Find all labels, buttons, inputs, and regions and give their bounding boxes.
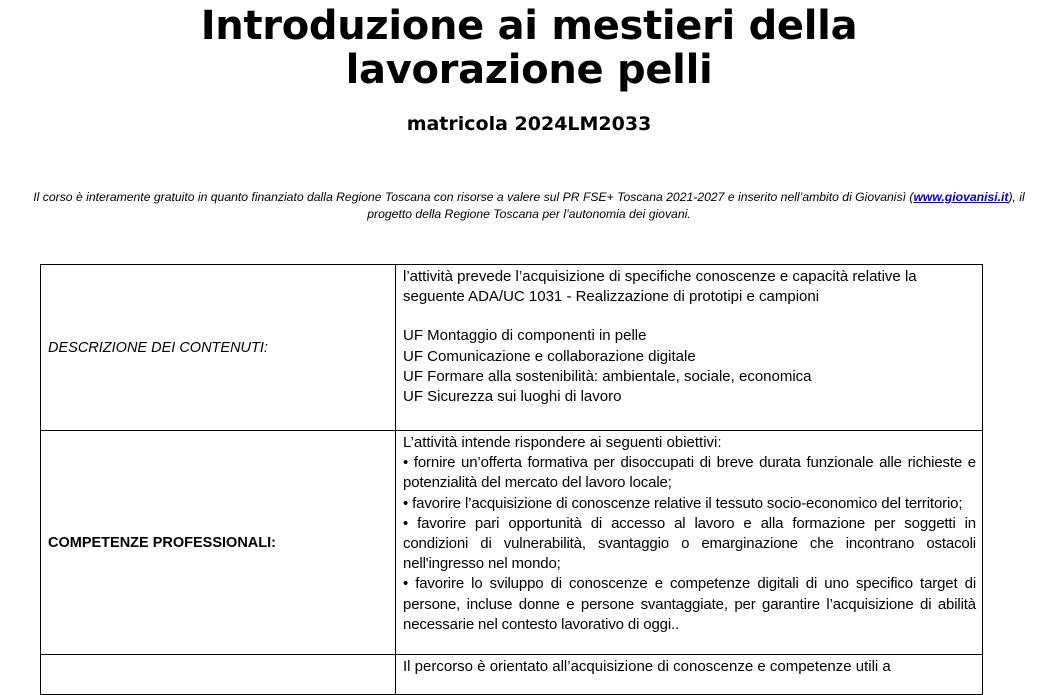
competences-intro: L’attività intende rispondere ai seguenti obiettivi: [403,434,722,451]
giovanisi-link[interactable]: www.giovanisi.it [913,190,1009,204]
objective-item: • favorire l’acquisizione di conoscenze relative il tessuto socio-economico del territorio; [403,494,963,512]
course-info-table [40,264,983,695]
table-row-competences [41,431,983,655]
competences-cell [396,431,983,655]
uf-prefix: UF [403,327,423,345]
document-title [0,4,1058,92]
title-line-1: Introduzione ai mestieri della [200,3,858,49]
uf-name: Comunicazione e collaborazione digitale [427,347,696,365]
uf-prefix: UF [403,367,423,385]
description-label: DESCRIZIONE DEI CONTENUTI: [41,265,396,431]
objective-item: • favorire lo sviluppo di conoscenze e competenze digitali di uno specifico target di persone, incluse donne e persone svantaggiate, per garantire l’acquisizione di abilità necessarie nel contesto lavorativo di oggi.. [403,575,976,633]
description-intro: l’attività prevede l’acquisizione di specifiche conoscenze e capacità relative la seguente ADA/UC 1031 - Realizzazione di prototipi e campioni [403,268,917,306]
uf-prefix: UF [403,347,423,365]
uf-item [403,387,976,407]
title-line-2: lavorazione pelli [345,47,713,93]
objective-item: • fornire un’offerta formativa per disoccupati di breve durata funzionale alle richieste e potenzialità del mercato del lavoro locale; [403,454,976,492]
table-row-description [41,265,983,431]
matricola-code: matricola 2024LM2033 [406,113,652,135]
funding-note [30,189,1028,223]
objective-item: • favorire pari opportunità di accesso al lavoro e alla formazione per soggetti in condizioni di vulnerabilità, svantaggio o emarginazione che incontrano ostacoli nell'ingresso nel mondo; [403,514,976,573]
uf-name: Formare alla sostenibilità: ambientale, sociale, economica [427,367,812,385]
uf-item [403,326,976,346]
competences-label: COMPETENZE PROFESSIONALI: [41,431,396,655]
path-text: Il percorso è orientato all’acquisizione di conoscenze e competenze utili a [403,658,891,675]
uf-item [403,347,976,367]
funding-text-after: ), il progetto della Regione Toscana per l’autonomia dei giovani. [367,190,1025,221]
uf-item [403,367,976,387]
funding-text-before: Il corso è interamente gratuito in quanto finanziato dalla Regione Toscana con risorse a valere sul PR FSE+ Toscana 2021-2027 e inserito nell’ambito di Giovanisì ( [33,190,914,204]
uf-prefix: UF [403,388,423,406]
uf-name: Sicurezza sui luoghi di lavoro [427,388,622,406]
uf-name: Montaggio di componenti in pelle [427,327,647,345]
description-cell [396,265,983,431]
spacer [403,307,976,326]
